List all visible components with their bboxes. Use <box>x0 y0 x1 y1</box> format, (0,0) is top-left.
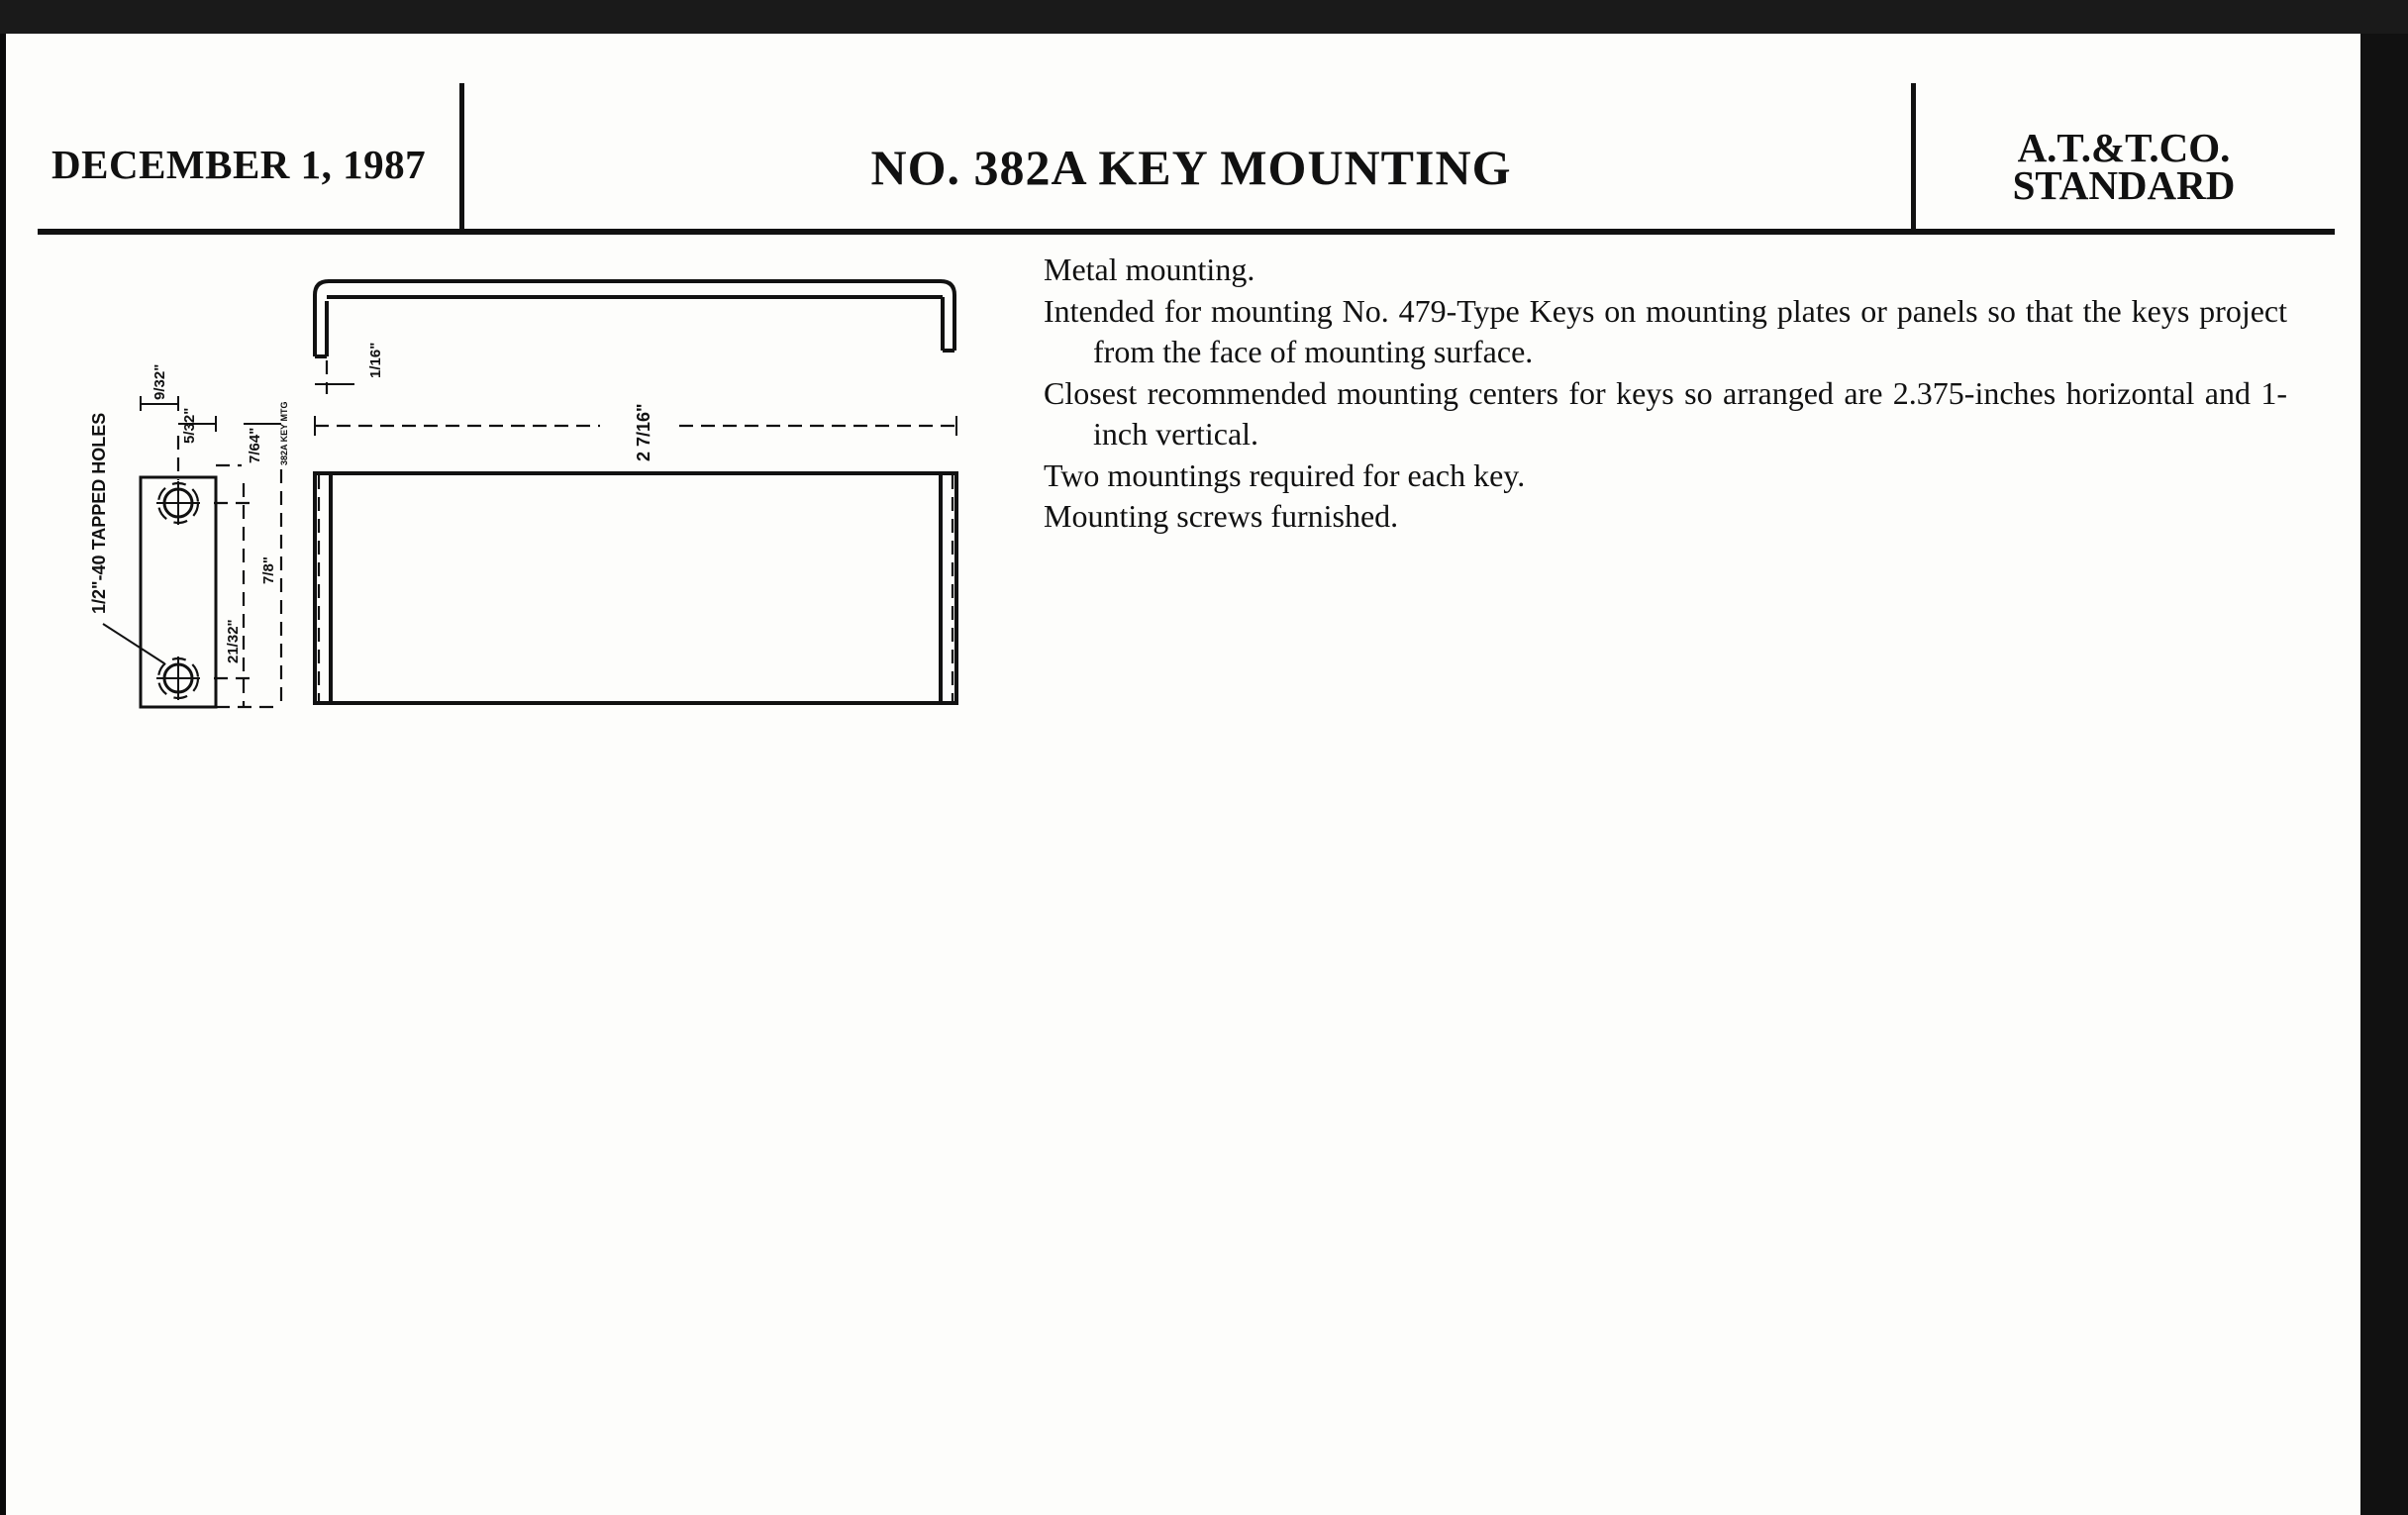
dim-hole-spacing: 7/8" <box>260 556 277 584</box>
dim-thickness: 7/64" <box>247 427 263 463</box>
page-title: NO. 382A KEY MOUNTING <box>870 140 1512 195</box>
dim-flange: 1/16" <box>367 342 384 378</box>
dim-hole-offset-b: 9/32" <box>151 363 168 400</box>
description <box>1044 250 2287 538</box>
header-rule <box>38 229 2335 235</box>
dim-overall-width: 2 7/16" <box>634 403 653 461</box>
header-divider-left <box>459 83 464 232</box>
desc-line-5: Mounting screws furnished. <box>1044 498 1399 534</box>
tapped-hole-icon <box>156 481 200 525</box>
desc-line-2: Intended for mounting No. 479-Type Keys on mounting plates or panels so that the keys project from the face of mounting surface. <box>1044 292 2287 369</box>
dim-hole-bottom: 21/32" <box>225 619 242 663</box>
header-divider-right <box>1911 83 1916 232</box>
part-marking: 382A KEY MTG <box>279 401 289 465</box>
strap-front-view <box>315 473 956 703</box>
dim-hole-offset-a: 5/32" <box>181 407 198 444</box>
spec-sheet <box>6 34 2360 1515</box>
scan-right-edge <box>2360 34 2408 1515</box>
issue-date: DECEMBER 1, 1987 <box>51 142 427 187</box>
leader-line <box>103 624 164 663</box>
tapped-holes-label: 1/2"-40 TAPPED HOLES <box>89 412 109 614</box>
standard-line-2: STANDARD <box>2012 162 2236 208</box>
drawing-svg <box>65 267 986 723</box>
mounting-drawing <box>65 267 986 723</box>
desc-line-3: Closest recommended mounting centers for keys so arranged are 2.375-inches horizontal and 1-inch vertical. <box>1044 374 2287 452</box>
desc-line-1: Metal mounting. <box>1044 252 1255 287</box>
standard-label <box>1921 125 2327 208</box>
standard-line-1: A.T.&T.CO. <box>2017 125 2231 170</box>
strap-top-view <box>315 281 954 356</box>
desc-line-4: Two mountings required for each key. <box>1044 456 1526 493</box>
scan-top-edge <box>0 0 2408 34</box>
